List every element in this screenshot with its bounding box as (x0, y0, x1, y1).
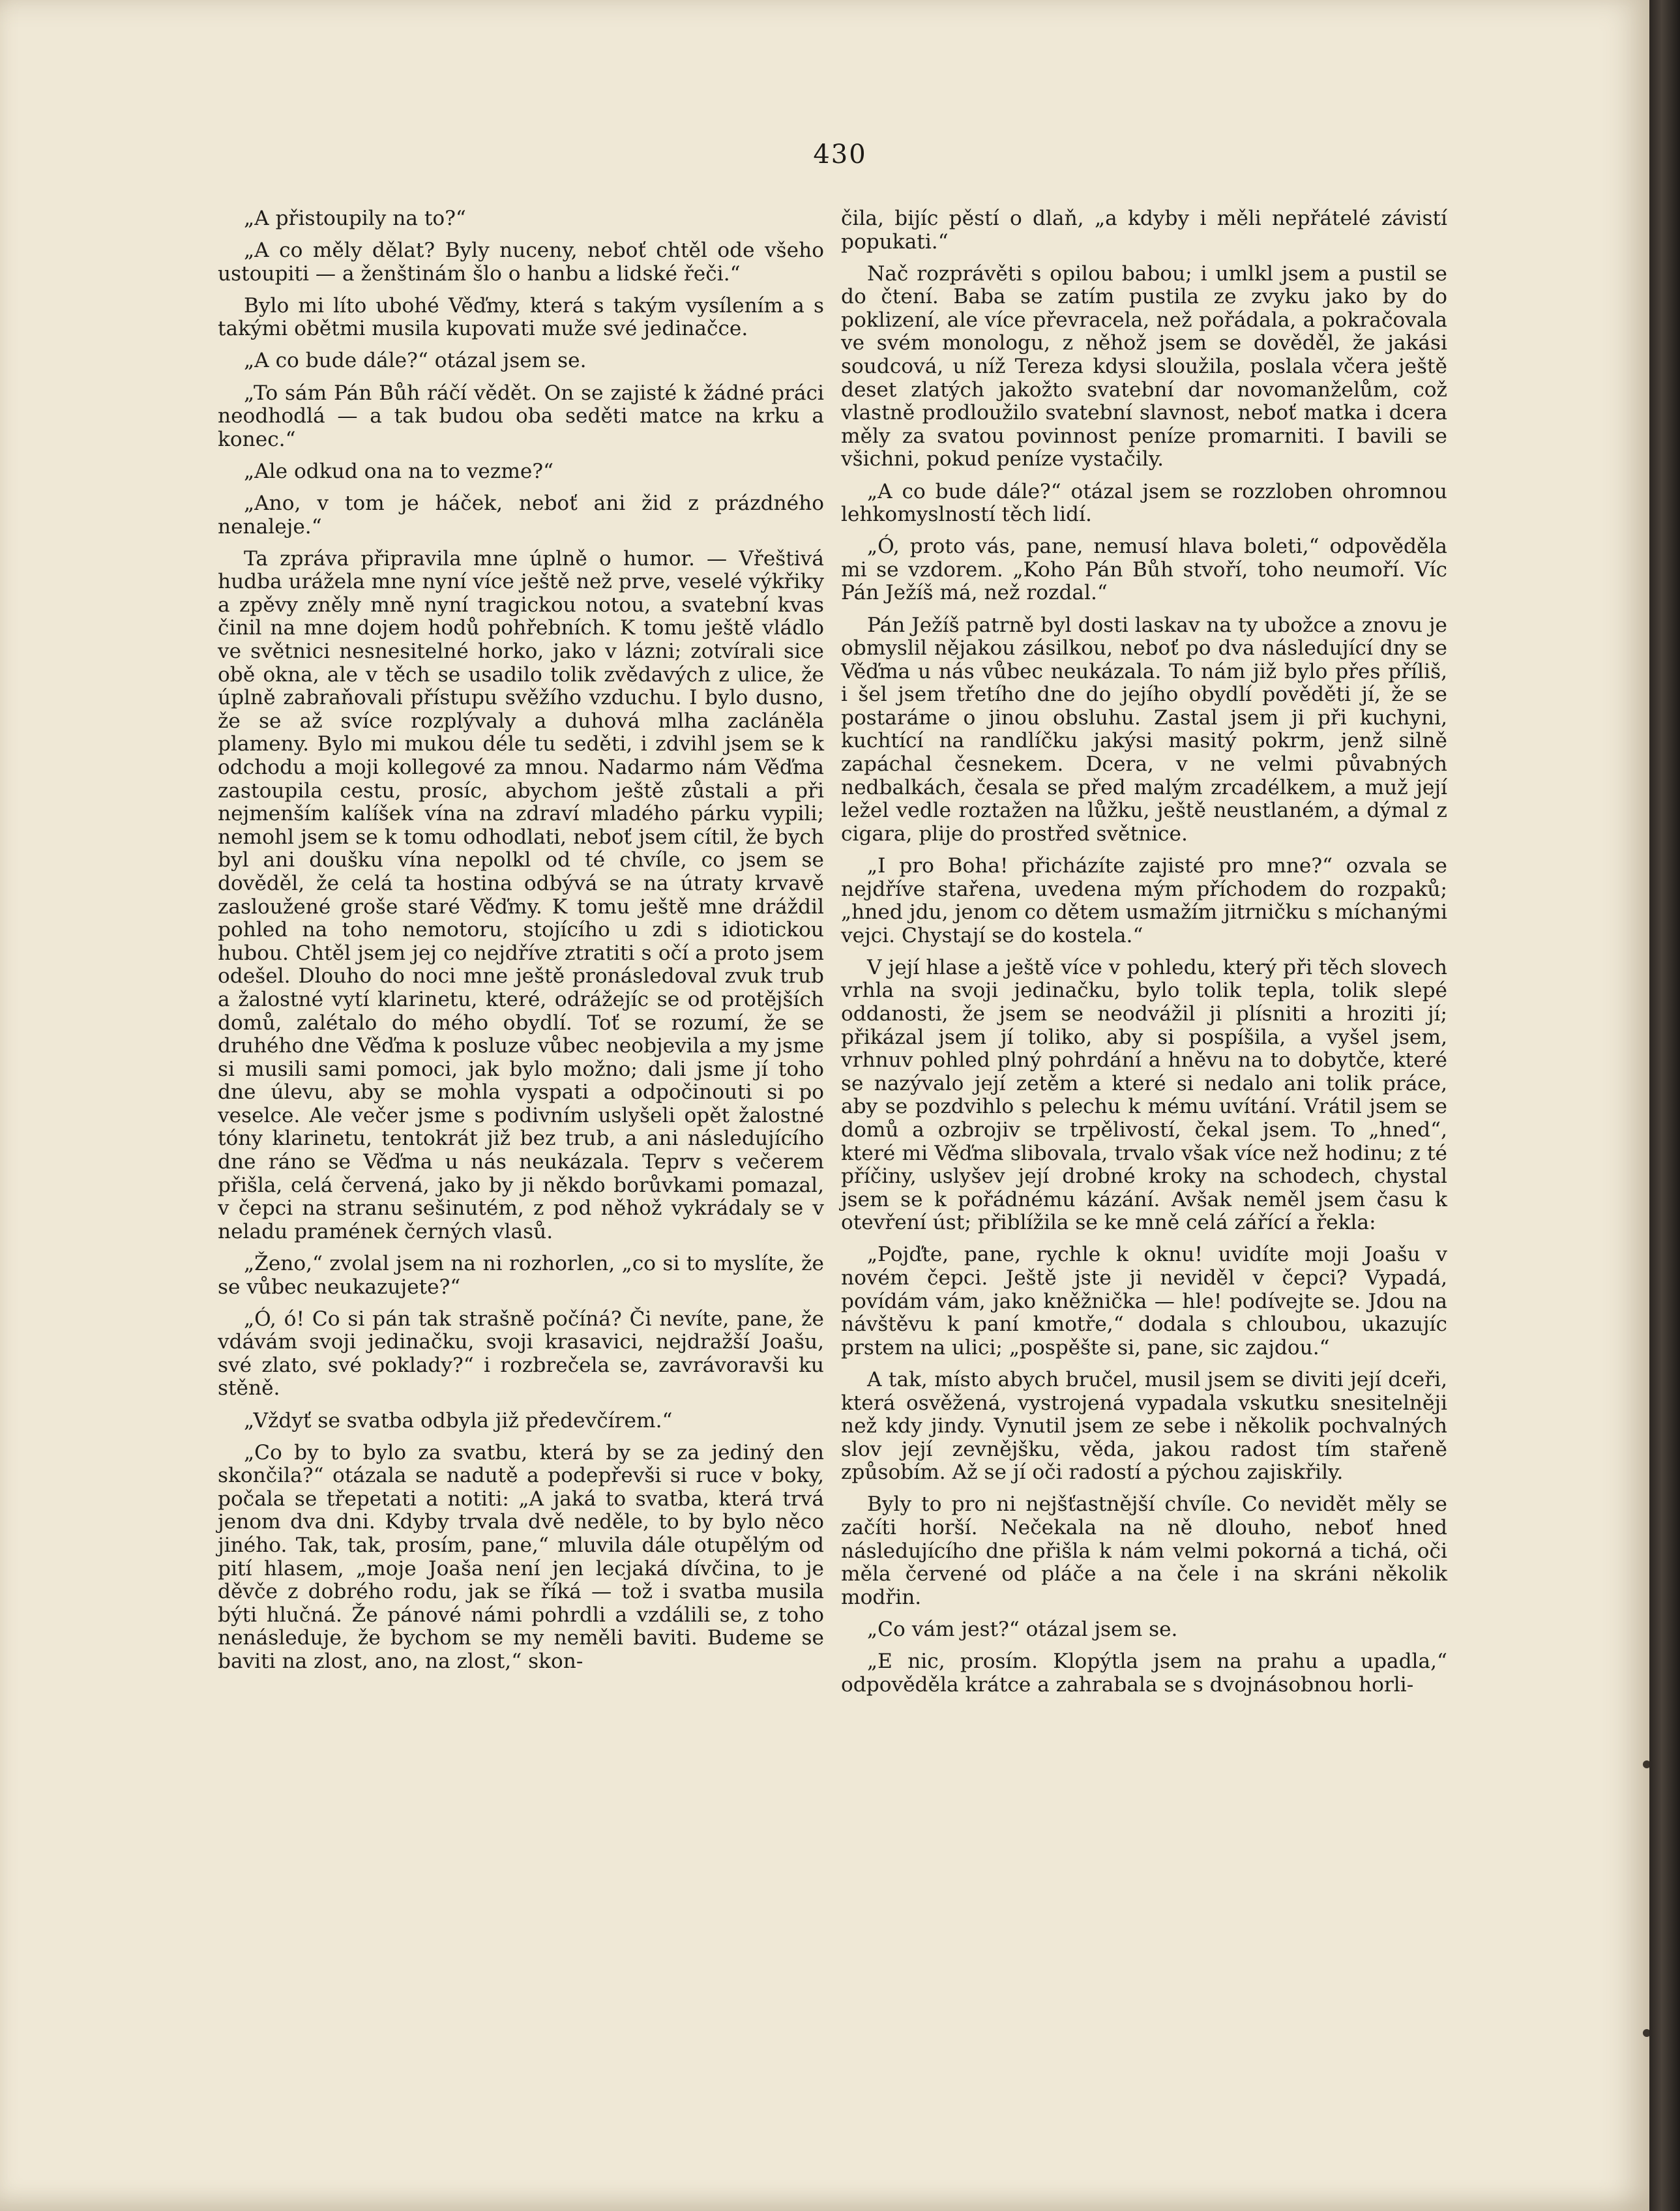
paragraph: „A co bude dále?“ otázal jsem se rozzloben ohromnou lehkomyslností těch lidí. (841, 479, 1447, 527)
paragraph: Nač rozprávěti s opilou babou; i umlkl jsem a pustil se do čtení. Baba se zatím pustila ze zvyku jako by do poklizení, ale více převracela, než pořádala, a pokračovala ve svém monologu, z něhož jsem se dověděl, že jakási soudcová, u níž Tereza kdysi sloužila, poslala včera ještě deset zlatých jakožto svatební dar novomanželům, což vlastně prodloužilo svatební slavnost, neboť matka i dcera měly za svatou povinnost peníze promarniti. I bavili se všichni, pokud peníze vystačily. (841, 261, 1447, 471)
paragraph: Ta zpráva připravila mne úplně o humor. — Vřeštivá hudba urážela mne nyní více ještě než prve, veselé výkřiky a zpěvy zněly mně nyní tragickou notou, a svatební kvas činil na mne dojem hodů pohřebních. K tomu ještě vládlo ve světnici nesnesitelné horko, jako v lázni; zotvírali sice obě okna, ale v těch se usadilo tolik zvědavých z ulice, že úplně zabraňovali přístupu svěžího vzduchu. I bylo dusno, že se až svíce rozplývaly a duhová mlha zacláněla plameny. Bylo mi mukou déle tu seděti, i zdvihl jsem se k odchodu a moji kollegové za mnou. Nadarmo nám Věďma zastoupila cestu, prosíc, abychom ještě zůstali a při nejmenším kalíšek vína na zdraví mladého párku vypili; nemohl jsem se k tomu odhodlati, neboť jsem cítil, že bych byl ani doušku vína nepolkl od té chvíle, co jsem se dověděl, že celá ta hostina odbývá se na útraty krvavě zasloužené groše staré Věďmy. K tomu ještě mne dráždil pohled na toho nemotoru, stojícího u zdi s idiotickou hubou. Chtěl jsem jej co nejdříve ztratiti s očí a proto jsem odešel. Dlouho do noci mne ještě pronásledoval zvuk trub a žalostné vytí klarinetu, které, odrážejíc se od protějších domů, zalétalo do mého obydlí. Toť se rozumí, že se druhého dne Věďma k posluze vůbec neobjevila a my jsme si musili sami pomoci, jak bylo možno; dali jsme jí toho dne úlevu, aby se mohla vyspati a odpočinouti si po veselce. Ale večer jsme s podivním uslyšeli opět žalostné tóny klarinetu, tentokrát již bez trub, a ani následujícího dne ráno se Věďma u nás neukázala. Teprv s večerem přišla, celá červená, jako by ji někdo borůvkami pomazal, v čepci na stranu sešinutém, z pod něhož vykrádaly se v neladu pramének černých vlasů. (218, 546, 824, 1243)
paragraph: „A co bude dále?“ otázal jsem se. (244, 349, 587, 373)
paragraph: „A přistoupily na to?“ (244, 207, 466, 230)
paragraph: „Ó, proto vás, pane, nemusí hlava boleti,“ odpověděla mi se vzdorem. „Koho Pán Bůh stvoří, toho neumoří. Víc Pán Ježíš má, než rozdal.“ (841, 535, 1447, 605)
paragraph: Bylo mi líto ubohé Věďmy, která s takým vysílením a s takými obětmi musila kupovati muže své jedinačce. (218, 293, 824, 341)
paragraph: „E nic, prosím. Klopýtla jsem na prahu a upadla,“ odpověděla krátce a zahrabala se s dvojnásobnou horli- (841, 1649, 1447, 1697)
paragraph: „Ale odkud ona na to vezme?“ (244, 459, 554, 483)
paragraph: „A co měly dělat? Byly nuceny, neboť chtěl ode všeho ustoupiti — a ženštinám šlo o hanbu a lidské řeči.“ (218, 239, 824, 286)
paragraph: „I pro Boha! přicházíte zajisté pro mne?“ ozvala se nejdříve stařena, uvedena mým příchodem do rozpaků; „hned jdu, jenom co dětem usmažím jitrničku s míchanými vejci. Chystají se do kostela.“ (841, 853, 1447, 947)
paragraph: „Co vám jest?“ otázal jsem se. (867, 1617, 1178, 1641)
paragraph: Byly to pro ni nejšťastnější chvíle. Co nevidět měly se začíti horší. Nečekala na ně dlouho, neboť hned následujícího dne přišla k nám velmi pokorná a tichá, oči měla červené od pláče a na čele i na skráni několik modřin. (841, 1492, 1447, 1609)
right-column (841, 207, 1447, 1697)
paragraph: „Ano, v tom je háček, neboť ani žid z prázdného nenaleje.“ (218, 491, 824, 539)
paragraph: „To sám Pán Bůh ráčí vědět. On se zajisté k žádné práci neodhodlá — a tak budou oba seděti matce na krku a konec.“ (218, 381, 824, 451)
paragraph: „Ó, ó! Co si pán tak strašně počíná? Či nevíte, pane, že vdávám svoji jedinačku, svoji krasavici, nejdražší Joašu, své zlato, své poklady?“ i rozbrečela se, zavrávoravši ku stěně. (218, 1307, 824, 1401)
left-column (218, 207, 824, 1674)
page-number: 430 (813, 140, 867, 170)
paragraph: „Pojďte, pane, rychle k oknu! uvidíte moji Joašu v novém čepci. Ještě jste ji neviděl v čepci? Vypadá, povídám vám, jako kněžnička — hle! podívejte se. Jdou na návštěvu k paní kmotře,“ dodala s chloubou, ukazujíc prstem na ulici; „pospěšte si, pane, sic zajdou.“ (841, 1243, 1447, 1359)
page-edge-shadow (1649, 0, 1680, 2211)
paragraph: A tak, místo abych bručel, musil jsem se diviti její dceři, která osvěžená, vystrojená vypadala vskutku snesitelněji než kdy jindy. Vynutil jsem ze sebe i několik pochvalných slov její zevnějšku, věda, jakou radost tím stařeně způsobím. Až se jí oči radostí a pýchou zajiskřily. (841, 1367, 1447, 1485)
paragraph: „Co by to bylo za svatbu, která by se za jediný den skončila?“ otázala se nadutě a podepřevši si ruce v boky, počala se třepetati a notiti: „A jaká to svatba, která trvá jenom dva dni. Kdyby trvala dvě neděle, to by bylo něco jiného. Tak, tak, prosím, pane,“ mluvila dále otupělým od pití hlasem, „moje Joaša není jen lecjaká dívčina, to je děvče z dobrého rodu, jak se říká — tož i svatba musila býti hlučná. Že pánové námi pohrdli a vzdálili se, z toho nenásleduje, že bychom se my neměli baviti. Budeme se baviti na zlost, ano, na zlost,“ skon- (218, 1440, 824, 1673)
paragraph: V její hlase a ještě více v pohledu, který při těch slovech vrhla na svoji jedinačku, bylo tolik tepla, tolik slepé oddanosti, že jsem se neodvážil ji plísniti a hroziti jí; přikázal jsem jí toliko, aby si pospíšila, a vyšel jsem, vrhnuv pohled plný pohrdání a hněvu na to dobytče, které se nazývalo její zetěm a které si nedalo ani tolik práce, aby se pozdvihlo s pelechu k mému uvítání. Vrátil jsem se domů a ozbrojiv se trpělivostí, čekal jsem. To „hned“, které mi Věďma slibovala, trvalo však více než hodinu; z té příčiny, uslyšev její drobné kroky na schodech, chystal jsem se k pořádnému kázání. Avšak neměl jsem času k otevření úst; přiblížila se ke mně celá zářící a řekla: (841, 955, 1447, 1235)
paragraph: Pán Ježíš patrně byl dosti laskav na ty ubožce a znovu je obmyslil nějakou zásilkou, neboť po dva následující dny se Věďma u nás vůbec neukázala. To nám již bylo přes příliš, i šel jsem třetího dne do jejího obydlí pověděti jí, že se postaráme o jinou obsluhu. Zastal jsem ji při kuchyni, kuchtící na randlíčku jakýsi masitý pokrm, jenž silně zapáchal česnekem. Dcera, v ne velmi půvabných nedbalkách, česala se před malým zrcadélkem, a muž její ležel vedle roztažen na lůžku, ještě neustlaném, a dýmal z cigara, plije do prostřed světnice. (841, 613, 1447, 846)
paragraph: čila, bijíc pěstí o dlaň, „a kdyby i měli nepřátelé závistí popukati.“ (841, 207, 1447, 254)
paragraph: „Vždyť se svatba odbyla již předevčírem.“ (244, 1408, 673, 1432)
paragraph: „Ženo,“ zvolal jsem na ni rozhorlen, „co si to myslíte, že se vůbec neukazujete?“ (218, 1251, 824, 1299)
